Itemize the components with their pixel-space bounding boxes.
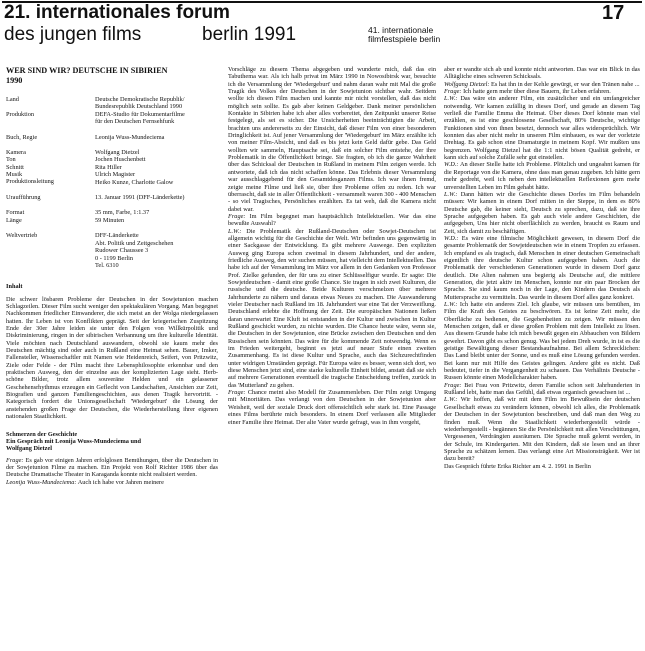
credit-value: Jochen Huschenbett xyxy=(95,156,146,164)
credit-value: Ulrich Magister xyxy=(95,171,136,179)
credit-value: 13. Januar 1991 (DFF-Länderkette) xyxy=(95,194,185,202)
interview-footer: Das Gespräch führte Erika Richter am 4. 2. 1991 in Berlin xyxy=(444,462,591,470)
paragraph-text: Chance meint also Modell für Zusammenleben. Der Film zeigt Umgang mit Minoritäten. Das verlangt von den Deutschen in der Sowjetunion aber Weisheit, weil der soziale Druck dort offensichtlich sehr stark ist. Eine Passage eines Films berührte mich besonders. In einem Dorf verlassen alle Mitglieder einer Familie ihre Heimat. Der alte Vater wurde gefragt, was in ihm vorgeht, xyxy=(228,389,436,426)
interview-q4 xyxy=(444,88,640,95)
speaker-label: Frage: xyxy=(228,212,246,220)
credit-value: Heiko Kunze, Charlotte Galow xyxy=(95,178,174,186)
paragraph-text: Es wäre eine filmische Möglichkeit gewesen, in diesem Dorf die gesamte Problematik der Sowjetdeutschen wie in einem Tropfen zu erfassen. Ich empfand es als tragisch, daß Menschen in einer deutschen Gemeinschaft eigentlich ihre deutsche Kultur schon aufgegeben haben. Auch die Problematik der verschiedenen Generationen wurde in diesem Dorf ganz deutlich. Die Alten nahmen uns begierig als Deutsche auf, die mittlere Generation, die jetzt aktiv im Menschen, konnte nur ein paar Brocken der Sprache. Sie sind kaum noch in der Lage, den Kindern das Deutsch als Muttersprache zu vermitteln. Das wurde in diesem Dorf alles ganz konkret. xyxy=(444,234,640,301)
paragraph-text: Es hat ihn in der Kehle gewürgt, er war den Tränen nahe ... xyxy=(491,80,640,88)
header-city-year: berlin 1991 xyxy=(202,24,297,45)
credit-buch-regie xyxy=(6,134,218,141)
credit-value: Rita Hiller xyxy=(95,163,122,171)
speaker-label: Leonija Wuss-Mundeciema: xyxy=(6,478,77,486)
interview-a7 xyxy=(444,396,640,462)
credit-label: Produktionsleitung xyxy=(6,178,54,186)
paragraph-text: Bei Frau von Pritzwitz, deren Familie schon seit Jahrhunderten in Rußland lebt, hatte man das Gefühl, daß etwas organisch gewachsen ist ... xyxy=(444,381,640,397)
inhalt-text: Die schwer lösbaren Probleme der Deutschen in der Sowjetunion machen Schlagzeilen. Dieser Film sucht weniger den spektakulären Vorgang. Man begegnet Nachkommen friedlicher Einwanderer, die sich meist an der Wolga niedergelassen hatten. Ihr Leben ist von Konflikten geprägt. Seit der kriegerischen Zuspitzung Ende der 30er Jahre leiden sie unter den Folgen von Willkürpolitik und Diskriminierung, ringen in der sibirischen Verbannung um ihre kulturelle Identität. Viele möchten nach Deutschland auswandern, obwohl sie kaum mehr des Deutschen mächtig sind oder auch in Rußland eine Heimat sehen. Bauer, Imker, Fallensteller, Wissenschaftler mit Namen wie Heidenreich, Seifert, von Pritzwitz, Ziele oder Felde - der Film macht ihre Lebensphilosophie erkennbar und den praktischen Ausweg, den der einzelne aus der komplizierten Lage sieht. Herb-schöne Bilder, trotz allem souveräne Helden und ein gelassener Geschehensrhythmus erzeugen ein Geflecht von Landschaften, Ansichten zur Zeit, Biografien und ganzen Familiengeschichten, aus denen Tragik hervortritt. - Kategorisch fordert die Unionsgesellschaft 'Wiedergeburt' die Lösung der anstehenden großen Frage der Deutschen, die Wiederherstellung ihrer eigenen nationalen Staatlichkeit. xyxy=(6,295,218,421)
credit-format xyxy=(6,209,218,216)
interview-a4 xyxy=(444,95,640,161)
credit-value: Leonija Wuss-Mundeciema xyxy=(95,133,165,141)
credit-value: Deutsche Demokratische Republik/ xyxy=(95,96,185,103)
interview-a6 xyxy=(444,301,640,382)
film-title-line2: 1990 xyxy=(6,76,23,85)
interview-q2 xyxy=(228,213,436,228)
speaker-label: W.D.: xyxy=(444,234,459,242)
interview-a1-start xyxy=(6,479,218,486)
credit-label: Land xyxy=(6,96,19,103)
credit-value: Rudower Chaussee 3 xyxy=(95,247,149,255)
speaker-label: L.W.: xyxy=(228,227,242,235)
credit-value: Abt. Politik und Zeitgeschehen xyxy=(95,239,174,247)
interview-subheading-line2: Wolfgang Dietzel xyxy=(6,445,52,453)
credit-label: Produktion xyxy=(6,110,34,118)
interview-wd3 xyxy=(444,235,640,301)
credit-value: Bundesrepublik Deutschland 1990 xyxy=(95,103,183,111)
interview-wd1 xyxy=(444,81,640,88)
paragraph-text: Das wäre ein anderer Film, ein zusätzlicher und ein umfangreicher notwendig. Wir kamen zufällig in dieses Dorf, und gerade an diesem Tag verließ die Familie Emma die Heimat. Über dieses Dorf könnte man viel erzählen, es ist eine geschlossene Gesellschaft, 80% Deutsche, wichtige Funktionen sind von ihnen besetzt, dennoch war alles widersprüchlich. Wir konnten das aber nicht mehr in unseren Film einbauen, es war der vorletzte Drehtag. Es gab schon eine Dramaturgie in meinem Kopf. Wir mußten uns begrenzen. Wolfgang Dietzel hat die 1:1 nicht bösen Qualität gedreht, er kann sich auf solche Zufälle sehr gut einstellen. xyxy=(444,95,640,162)
credit-label: Musik xyxy=(6,171,23,179)
page-header xyxy=(0,0,645,50)
interview-a1-cont: Vorschläge zu diesem Thema abgegeben und wunderte mich, daß das ein Tabuthema war. Als ich halb privat im März 1990 in Nowosibirsk war, besuchte ich die Versammlung der 'Wiedergeburt' und nahm daran wahr mit Mal die große Tragik des Volkes der Deutschen in der Sowjetunion sichtbar wahr. Seitdem wollte ich diesen Film machen und kannte mir nicht vorstellen, daß das nicht möglich sein sollte. Es gab aber keinen Geldgeber. Dank meiner persönlichen Kontakte in Sibirien habe ich aber alles vorbereitet, den Zeitpunkt unserer Reise festgelegt, als sei es sicher. Die Unsicherheiten beeinträchtigten die Arbeit, brachten uns andererseits zu der Einsicht, daß dieser Film von einer besonderen Dringlichkeit ist. Auf jener Versammlung der 'Wiedergeburt' im März erzählte ich von meiner Film-Absicht, und daß es bis jetzt kein Geld dafür gebe. Das Geld wollten wir sammeln, Hauptsache sei, daß ein solcher Film entstehe, der ihre Problematik in die Öffentlichkeit bringe. Sie fragten, ob ich die ganze Wahrheit über das Schicksal der Deutschen in Rußland in meinem Film zeigen werde. Ich antwortete, daß ich das nicht schaffen könne. Das Erlebnis dieser Versammlung war ausschlaggebend für den Gesamtdesganzen Films. Ich war ihnen fremd, zeigte meine Filme und ließ sie, über ihre Probleme offen zu reden. Ich war überrascht, daß sie in aller Öffentlichkeit - versammelt waren 300 - 400 Menschen - so viel Tragisches, Persönliches erzählten. Es tat weh, daß die Kamera nicht dabei war. xyxy=(228,66,436,213)
credit-value: Wolfgang Dietzel xyxy=(95,149,140,157)
interview-q3 xyxy=(228,389,436,426)
film-title xyxy=(6,66,218,86)
header-festival xyxy=(368,26,440,44)
column-left xyxy=(6,66,218,650)
credit-land xyxy=(6,96,218,111)
header-forum-title: 21. internationales forum xyxy=(4,2,230,23)
paragraph-text: Auch ich habe vor Jahren meinere xyxy=(77,478,164,486)
paragraph-text: Die Problematik der Rußland-Deutschen oder Sowjet-Deutschen ist allgemein wichtig für die Geschichte der Welt. Wir befinden uns gegenwärtig in einer Sackgasse der Entwicklung. Es gibt mehrere Auswege. Den expliziten Ausweg ging Europa schon zweimal in diesem Jahrhundert, und der andere, friedliche Ausweg, den wir suchen müssen, hat vielleicht dem Intellektuellen. Das habe ich auf der Versammlung im März vor allem in den Gedanken von Professor Prof. Zielke gefunden, der für uns zu einer Schlüsselfigur wurde. Er sagte: Die Sowjetdeutschen - damit eine große Chance. Sie tragen in sich zwei Kulturen, die russische und die deutsche. Beide Kulturen verschmelzen über mehrere Jahrhunderte zu nähern und daraus etwas Neues zu machen. Die Auswanderung vieler Deutscher nach Rußland im 18. Jahrhundert war eine Tat der Verzweiflung. Deutschland erlebte die Hoffnung der Zeit. Die europäischen Nationen ließen daran unerwartet Eine Kluft ist entstanden in der Kultur und zwischen in Kultur Rußland geschickt wurden, zu nichte wurden. Die Chance heute wäre, wenn sie, die Deutschen in der Sowjetunion, eine Brücke zwischen den Deutschen und den Russischen sein könnten. Das wäre für die kommende Zeit notwendig. Wenn es im Frieden weitergeht, beginnt es jetzt auf neuer Stufe einen zweiten Zusammenhang. Es ist diese Kultur und Sprache, auch das Sichzurechtfinden unter widrigen Umständen geprägt. Für Europa wäre es besser, wenn sich dort, wo diese Menschen jetzt sind, eine starke kulturelle Einheit bildet, anstatt daß sie sich auf mehrere Generationen eventuell die tragische Entscheidung treffen, zurück in das 'Mutterland' zu gehen. xyxy=(228,227,436,389)
credit-produktion xyxy=(6,111,218,126)
credit-value: für den Deutschen Fernsehfunk xyxy=(95,118,175,126)
speaker-label: Frage: xyxy=(6,456,24,464)
paragraph-text: Im Film begegnet man hauptsächlich Intellektuellen. War das eine bewußte Auswahl? xyxy=(228,212,436,228)
column-right xyxy=(444,66,640,650)
speaker-label: Frage: xyxy=(444,88,462,96)
speaker-label: Frage: xyxy=(228,389,246,397)
credit-label: Uraufführung xyxy=(6,194,41,202)
interview-wd2 xyxy=(444,161,640,190)
credit-value: DFF-Länderkette xyxy=(95,232,139,240)
credit-laenge xyxy=(6,217,218,224)
credit-value: DEFA-Studio für Dokumentarfilme xyxy=(95,110,185,118)
speaker-label: L.W.: xyxy=(444,396,458,404)
interview-heading: Schmerzen der Geschichte xyxy=(6,430,78,438)
speaker-label: Wolfgang Dietzel: xyxy=(444,80,490,88)
credit-value: 59 Minuten xyxy=(95,216,125,224)
header-subtitle: des jungen films xyxy=(4,24,142,45)
paragraph-text: An dieser Stelle hatte ich Probleme. Plötzlich und ungeahnt kamen für die Reportage von die Kamera, ohne dass man genau zugeben. Ich hätte gern mehr gedreht, weil ich neben den intellektuellen Reflexionen gern mehr unverstellten Leben im Film gehabt hätte. xyxy=(444,161,640,191)
interview-a5 xyxy=(444,191,640,235)
interview-subheading-line1: Ein Gespräch mit Leonija Wuss-Mundeciema und xyxy=(6,437,141,445)
interview-q1 xyxy=(6,457,218,479)
interview-q5 xyxy=(444,382,640,397)
speaker-label: L.W.: xyxy=(444,301,458,308)
credit-label: Format xyxy=(6,209,25,217)
credit-label: Schnitt xyxy=(6,163,24,171)
credit-label: Buch, Regie xyxy=(6,133,38,141)
credit-label: Ton xyxy=(6,156,16,164)
inhalt-heading: Inhalt xyxy=(6,283,23,291)
paragraph-text: Ich hatte gern mehr über diese Bauern, ihr Leben erfahren. xyxy=(463,88,611,96)
interview-subheading xyxy=(6,438,218,453)
speaker-label: W.D.: xyxy=(444,161,459,169)
paragraph-text: Ich hatte ein anderes Ziel. Ich glaube, wir müssen uns bemühen, im Film die Kraft des Geistes zu beschwören. Es ist keine Zeit mehr, die Oberfläche zu bedienen, die Gegebenheiten zu zeigen. Wir müssen den Menschen zeigen, daß er diese großen Problem mit dem Intellekt zu lösen. Aus diesem Grunde habe ich mich bewußt gegen ein Abbauchen von Bildern gewehrt. Davon gibt es schon genug. Was bei jedem Dreh wurde, in ist es die geistige Bewältigung dieser Bestandsaufnahme. Bei allem Schrecklichen: Das Land bleibt unter der Sonne, und es muß eine Lösung gefunden werden. Bei kann nur mit Hilfe des Geistes gelingen. Andere gibt es nicht. Daß bedeutet, tiefer in die Vergangenheit zu schauen. Das Verhältnis Deutsche - Russen könnte einen Modellcharakter haben. xyxy=(444,301,640,382)
interview-q3-cont: aber er wandte sich ab und konnte nicht antworten. Das war ein Blick in das Alltägliche eines schweren Schicksals. xyxy=(444,66,640,81)
credit-value: Tel. 6310 xyxy=(95,261,119,269)
speaker-label: Frage: xyxy=(444,381,462,389)
paragraph-text: Dann hätten wir die Geschichte dieses Dorfes im Film behandeln müssen: Wir kamen in einem Dorf mitten in der Steppe, in dem es 80% Deutsche gab, die keiner sieht, Deutsch zu sprechen, dazu, daß sie ihre Sprache aufgegeben haben. Es gab auch viele andere Geschichten, die aufgegeben, Uns hier nicht oberflächlich zu werden, braucht es Raum und Zeit, sich damit zu beschäftigen. xyxy=(444,190,640,235)
interview-a2 xyxy=(228,228,436,390)
credit-crew xyxy=(6,149,218,186)
credit-value: 0 - 1199 Berlin xyxy=(95,254,134,262)
page-number: 17 xyxy=(602,2,625,24)
paragraph-text: Es gab vor einigen Jahren erfolglosen Bemühungen, über die Deutschen in der Sowjetunion Filme zu machen. Ein Projekt von Rolf Richter 1986 über das Deutsche Dramatische Theater in Karaganda konnte nicht realisiert werden. xyxy=(6,456,218,479)
credit-weltvertrieb xyxy=(6,232,218,269)
header-festival-line1: 41. internationale xyxy=(368,25,434,35)
credits-block xyxy=(6,96,218,269)
credit-label: Kamera xyxy=(6,149,26,157)
column-middle xyxy=(228,66,436,650)
credit-label: Weltvertrieb xyxy=(6,232,38,240)
speaker-label: L.W.: xyxy=(444,190,458,198)
film-title-line1: WER SIND WIR? DEUTSCHE IN SIBIRIEN xyxy=(6,66,168,75)
speaker-label: L.W.: xyxy=(444,95,458,103)
credit-value: 35 mm, Farbe, 1:1.37 xyxy=(95,209,150,217)
credit-urauffuehrung xyxy=(6,194,218,201)
header-festival-line2: filmfestspiele berlin xyxy=(368,34,441,44)
paragraph-text: Wir hoffen, daß wir mit dem Film im Bewußtsein der deutschen Gesellschaft etwas zu verändern können, obwohl ich alles, die Problematik der Deutschen in der Sowjetunion beschreiben, und daß man den Weg zu finden muß. Wenn die Staatlichkeit wiederhergestellt würde - wiederhergestellt - begännen Sie die Persönlichkeit mit allen Verschüttungen, Vergessenen, Verdrängten ausräumen. Die Sprache muß gelernt werden, in der Schule, im Kindergarten. Mit den Kindern, daß sie lesen und an ihrer Sprache zu schätzen lernen. Das verlangt eine Art Missionsträgkeit. Wer ist dazu bereit? xyxy=(444,396,640,463)
credit-label: Länge xyxy=(6,216,22,224)
